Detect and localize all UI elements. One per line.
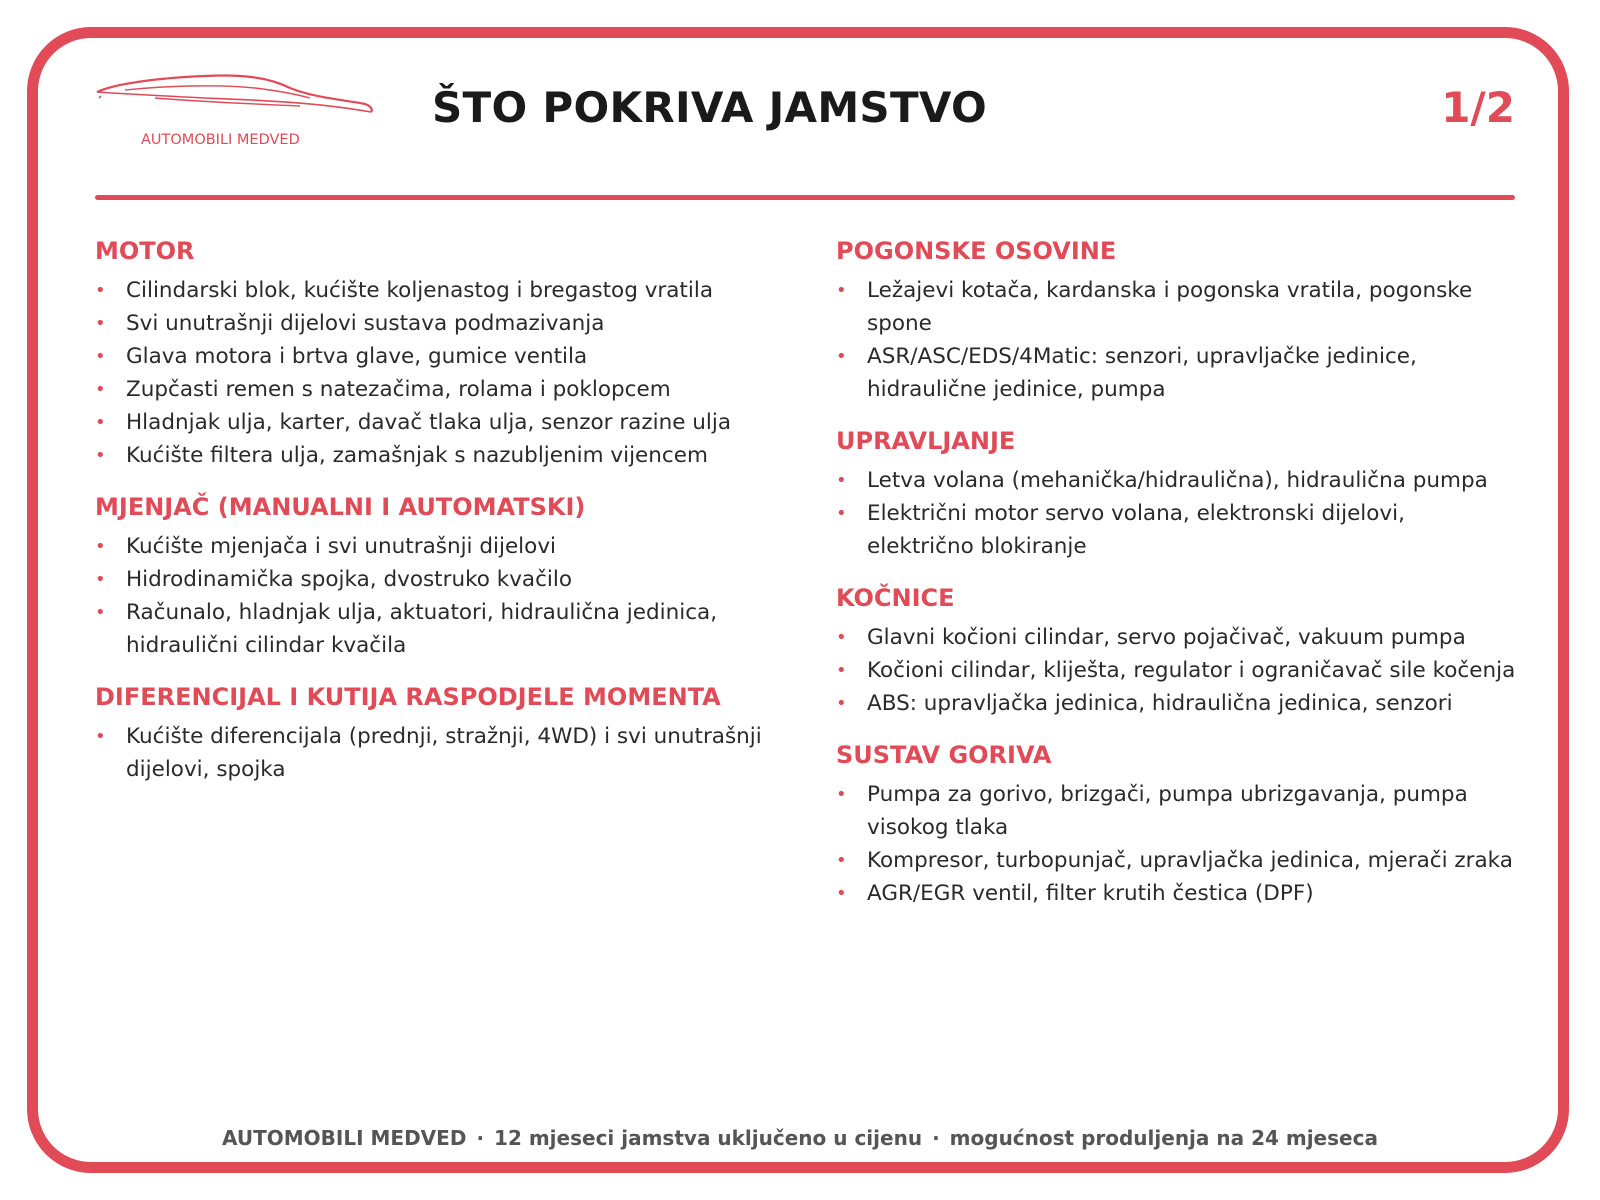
- list-item-text: Kočioni cilindar, kliješta, regulator i ograničavač sile kočenja: [867, 658, 1516, 683]
- bullet-icon: •: [95, 412, 106, 433]
- section-title: DIFERENCIJAL I KUTIJA RASPODJELE MOMENTA: [95, 683, 721, 711]
- list-item-text: Cilindarski blok, kućište koljenastog i bregastog vratila: [126, 278, 713, 303]
- section: [836, 426, 1516, 563]
- list-item: [836, 464, 1516, 497]
- section-title: MJENJAČ (MANUALNI I AUTOMATSKI): [95, 493, 586, 521]
- list-item-text: Električni motor servo volana, elektronski dijelovi, električno blokiranje: [867, 501, 1405, 559]
- footer-brand: AUTOMOBILI MEDVED: [222, 1126, 467, 1150]
- list-item: [95, 530, 775, 563]
- list-item-text: Glavni kočioni cilindar, servo pojačivač, vakuum pumpa: [867, 625, 1466, 650]
- list-item-text: Hladnjak ulja, karter, davač tlaka ulja, senzor razine ulja: [126, 410, 732, 435]
- bullet-icon: •: [836, 346, 847, 367]
- list-item: [836, 274, 1516, 340]
- bullet-icon: •: [95, 536, 106, 557]
- section: [95, 492, 775, 662]
- bullet-icon: •: [836, 503, 847, 524]
- bullet-icon: •: [836, 784, 847, 805]
- left-column: [95, 236, 775, 806]
- item-list: [95, 530, 775, 662]
- section: [836, 236, 1516, 406]
- list-item: [95, 406, 775, 439]
- bullet-icon: •: [95, 569, 106, 590]
- bullet-icon: •: [95, 280, 106, 301]
- logo: [95, 68, 380, 158]
- list-item: [836, 654, 1516, 687]
- list-item-text: Kompresor, turbopunjač, upravljačka jedinica, mjerači zraka: [867, 848, 1513, 873]
- right-column: [836, 236, 1516, 930]
- list-item-text: Računalo, hladnjak ulja, aktuatori, hidraulična jedinica, hidraulični cilindar kvačila: [126, 600, 718, 658]
- list-item: [836, 497, 1516, 563]
- list-item: [95, 373, 775, 406]
- item-list: [836, 778, 1516, 910]
- bullet-icon: •: [95, 445, 106, 466]
- bullet-icon: •: [95, 379, 106, 400]
- list-item: [95, 596, 775, 662]
- list-item: [95, 439, 775, 472]
- footer-separator: ·: [476, 1126, 485, 1150]
- item-list: [836, 464, 1516, 563]
- section-title: SUSTAV GORIVA: [836, 741, 1052, 769]
- list-item: [836, 844, 1516, 877]
- list-item-text: ABS: upravljačka jedinica, hidraulična jedinica, senzori: [867, 691, 1453, 716]
- bullet-icon: •: [95, 602, 106, 623]
- bullet-icon: •: [95, 726, 106, 747]
- footer: [0, 1126, 1600, 1150]
- list-item-text: Kućište filtera ulja, zamašnjak s nazubljenim vijencem: [126, 443, 708, 468]
- section: [836, 583, 1516, 720]
- bullet-icon: •: [836, 627, 847, 648]
- item-list: [95, 274, 775, 472]
- page-number: 1/2: [1441, 83, 1515, 132]
- bullet-icon: •: [95, 313, 106, 334]
- list-item-text: Glava motora i brtva glave, gumice ventila: [126, 344, 588, 369]
- bullet-icon: •: [836, 693, 847, 714]
- list-item: [95, 720, 775, 786]
- list-item-text: Hidrodinamička spojka, dvostruko kvačilo: [126, 567, 573, 592]
- list-item: [836, 621, 1516, 654]
- list-item: [836, 877, 1516, 910]
- list-item: [95, 307, 775, 340]
- list-item: [95, 274, 775, 307]
- section-title: MOTOR: [95, 237, 195, 265]
- list-item-text: AGR/EGR ventil, filter krutih čestica (DPF): [867, 881, 1314, 906]
- list-item-text: Svi unutrašnji dijelovi sustava podmazivanja: [126, 311, 605, 336]
- list-item: [95, 340, 775, 373]
- list-item-text: Zupčasti remen s natezačima, rolama i poklopcem: [126, 377, 671, 402]
- item-list: [836, 274, 1516, 406]
- footer-separator: ·: [932, 1126, 940, 1150]
- bullet-icon: •: [836, 470, 847, 491]
- list-item-text: Ležajevi kotača, kardanska i pogonska vratila, pogonske spone: [867, 278, 1473, 336]
- section-title: UPRAVLJANJE: [836, 427, 1016, 455]
- section: [836, 740, 1516, 910]
- list-item-text: Kućište mjenjača i svi unutrašnji dijelovi: [126, 534, 557, 559]
- bullet-icon: •: [836, 883, 847, 904]
- list-item: [836, 687, 1516, 720]
- car-silhouette-icon: [95, 68, 380, 128]
- list-item-text: Pumpa za gorivo, brizgači, pumpa ubrizgavanja, pumpa visokog tlaka: [867, 782, 1468, 840]
- bullet-icon: •: [836, 280, 847, 301]
- footer-warranty: 12 mjeseci jamstva uključeno u cijenu: [494, 1126, 923, 1150]
- section-title: KOČNICE: [836, 584, 955, 612]
- list-item: [836, 340, 1516, 406]
- footer-extension: mogućnost produljenja na 24 mjeseca: [949, 1126, 1378, 1150]
- bullet-icon: •: [836, 850, 847, 871]
- list-item-text: Letva volana (mehanička/hidraulična), hidraulična pumpa: [867, 468, 1488, 493]
- section: [95, 682, 775, 786]
- section: [95, 236, 775, 472]
- header-divider: [95, 195, 1515, 200]
- logo-text: AUTOMOBILI MEDVED: [141, 132, 300, 148]
- item-list: [836, 621, 1516, 720]
- list-item-text: Kućište diferencijala (prednji, stražnji, 4WD) i svi unutrašnji dijelovi, spojka: [126, 724, 762, 782]
- list-item: [95, 563, 775, 596]
- section-title: POGONSKE OSOVINE: [836, 237, 1117, 265]
- page-title: ŠTO POKRIVA JAMSTVO: [432, 83, 988, 132]
- list-item: [836, 778, 1516, 844]
- bullet-icon: •: [836, 660, 847, 681]
- item-list: [95, 720, 775, 786]
- list-item-text: ASR/ASC/EDS/4Matic: senzori, upravljačke jedinice, hidraulične jedinice, pumpa: [867, 344, 1417, 402]
- bullet-icon: •: [95, 346, 106, 367]
